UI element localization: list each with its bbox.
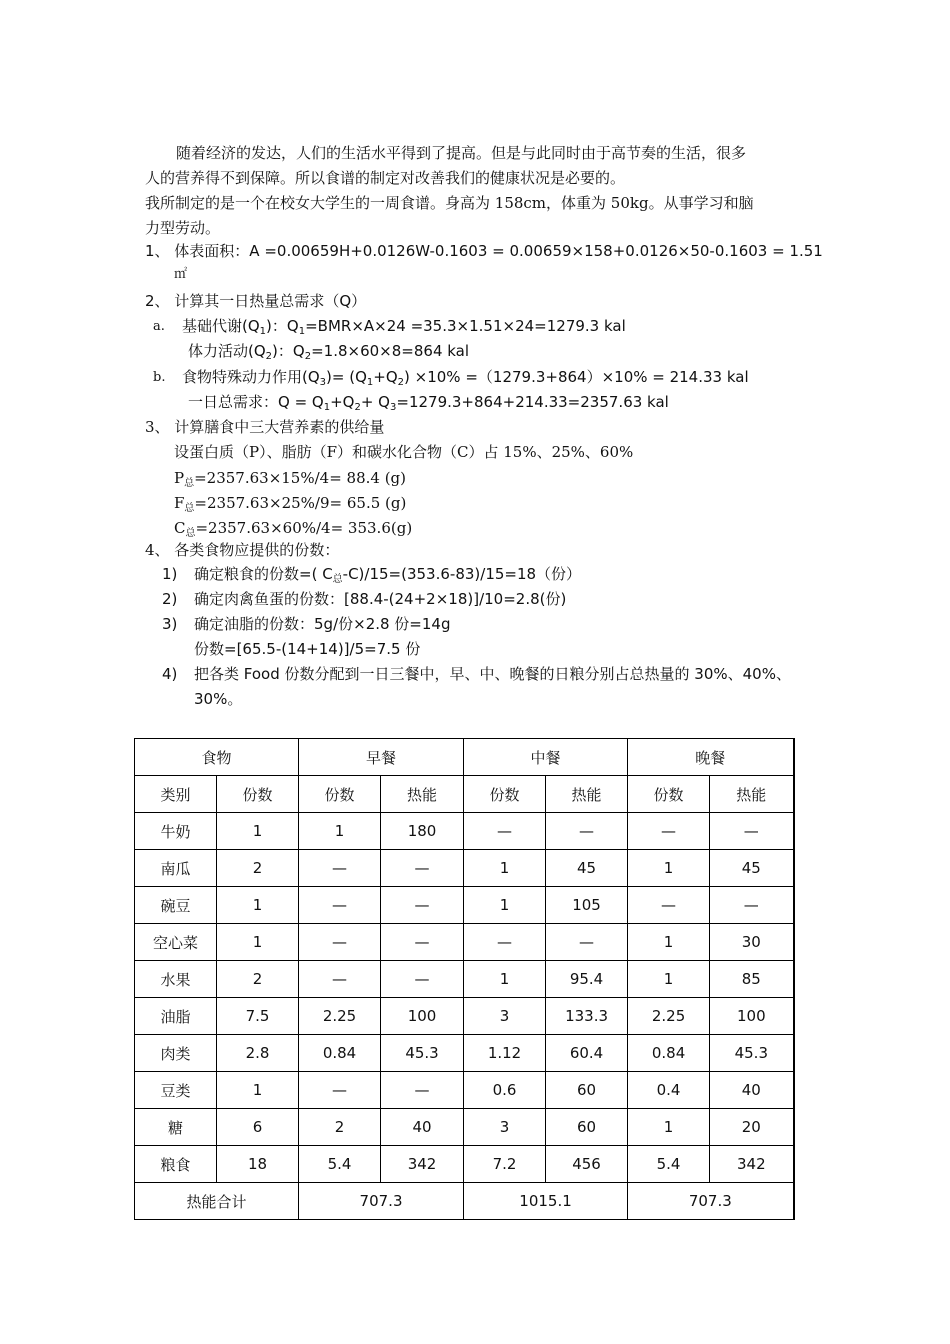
row-lunch-energy: — — [546, 813, 628, 850]
row-category: 豆类 — [135, 1072, 217, 1109]
section-3-heading: 3、 计算膳食中三大营养素的供给量 — [145, 418, 385, 436]
row-lunch-energy: 133.3 — [546, 998, 628, 1035]
row-lunch-servings: 1 — [464, 850, 546, 887]
row-breakfast-servings: 2.25 — [299, 998, 381, 1035]
row-lunch-energy: 95.4 — [546, 961, 628, 998]
row-dinner-energy: — — [710, 887, 794, 924]
row-breakfast-servings: 1 — [299, 813, 381, 850]
row-dinner-servings: 0.84 — [628, 1035, 710, 1072]
row-dinner-servings: 1 — [628, 924, 710, 961]
subheader-lunch-servings: 份数 — [464, 776, 546, 813]
row-category: 南瓜 — [135, 850, 217, 887]
row-dinner-servings: 2.25 — [628, 998, 710, 1035]
row-lunch-energy: 60.4 — [546, 1035, 628, 1072]
row-servings: 2.8 — [217, 1035, 299, 1072]
section-4-heading: 4、 各类食物应提供的份数： — [145, 541, 340, 559]
row-category: 空心菜 — [135, 924, 217, 961]
section-2-heading: 2、 计算其一日热量总需求（Q） — [145, 292, 367, 310]
row-breakfast-servings: — — [299, 924, 381, 961]
row-lunch-servings: 1 — [464, 961, 546, 998]
row-dinner-energy: 45.3 — [710, 1035, 794, 1072]
row-dinner-energy: 40 — [710, 1072, 794, 1109]
row-dinner-servings: 0.4 — [628, 1072, 710, 1109]
row-lunch-servings: 1 — [464, 887, 546, 924]
section-1-unit: ㎡ — [174, 267, 188, 282]
total-breakfast-energy: 707.3 — [299, 1183, 464, 1220]
row-servings: 1 — [217, 887, 299, 924]
row-lunch-servings: 1.12 — [464, 1035, 546, 1072]
daily-total-line: 一日总需求：$Q = Q_1+Q_2+ Q_3=1279.3+864+214.33=2357.63$ kal — [188, 393, 669, 413]
row-servings: 1 — [217, 924, 299, 961]
row-breakfast-energy: — — [381, 924, 464, 961]
row-dinner-servings: — — [628, 813, 710, 850]
row-breakfast-energy: — — [381, 887, 464, 924]
protein-total-line: $P_总=2357.63\times 15\%/4= 88.4$ (g) — [174, 469, 407, 489]
row-lunch-energy: 105 — [546, 887, 628, 924]
total-lunch-energy: 1015.1 — [464, 1183, 628, 1220]
row-breakfast-servings: — — [299, 961, 381, 998]
table-header-row — [135, 739, 794, 776]
basal-metabolism-line: 基础代谢$(Q_1)$：$Q_1=BMR\times A\times 24 =35.3\times 1.51\times 24=1279.3$ kal — [182, 317, 626, 337]
row-dinner-servings: 5.4 — [628, 1146, 710, 1183]
row-servings: 1 — [217, 1072, 299, 1109]
paragraph-subject-line2: 力型劳动。 — [145, 219, 221, 237]
row-lunch-energy: 60 — [546, 1072, 628, 1109]
table-row — [135, 1146, 794, 1183]
row-breakfast-energy: 45.3 — [381, 1035, 464, 1072]
paragraph-subject-line1: 我所制定的是一个在校女大学生的一周食谱。身高为 158cm，体重为 50kg。从事学习和脑 — [145, 194, 754, 212]
row-dinner-energy: 342 — [710, 1146, 794, 1183]
row-dinner-energy: 100 — [710, 998, 794, 1035]
row-breakfast-energy: — — [381, 850, 464, 887]
row-dinner-energy: — — [710, 813, 794, 850]
paragraph-intro-line2: 人的营养得不到保障。所以食谱的制定对改善我们的健康状况是必要的。 — [145, 169, 626, 187]
row-servings: 1 — [217, 813, 299, 850]
table-subheader-row — [135, 776, 794, 813]
subheader-dinner-servings: 份数 — [628, 776, 710, 813]
paragraph-intro-line1: 随着经济的发达，人们的生活水平得到了提高。但是与此同时由于高节奏的生活，很多 — [176, 144, 747, 162]
row-dinner-energy: 20 — [710, 1109, 794, 1146]
row-servings: 2 — [217, 961, 299, 998]
item-a-marker: a. — [153, 319, 165, 334]
row-breakfast-servings: 0.84 — [299, 1035, 381, 1072]
subheader-category: 类别 — [135, 776, 217, 813]
row-breakfast-energy: 100 — [381, 998, 464, 1035]
row-servings: 6 — [217, 1109, 299, 1146]
table-row — [135, 887, 794, 924]
row-breakfast-energy: — — [381, 961, 464, 998]
item-2-number: 2) — [162, 590, 178, 608]
row-breakfast-energy: 40 — [381, 1109, 464, 1146]
grain-servings-line: 确定粮食的份数=( $C_总-C)/15=(353.6-83)/15=18$（份） — [194, 565, 582, 585]
row-category: 水果 — [135, 961, 217, 998]
row-lunch-servings: — — [464, 813, 546, 850]
table-row — [135, 850, 794, 887]
item-3-number: 3) — [162, 615, 178, 633]
subheader-servings: 份数 — [217, 776, 299, 813]
meal-distribution-line2: 30%。 — [194, 690, 243, 708]
row-breakfast-servings: — — [299, 850, 381, 887]
table-row — [135, 813, 794, 850]
fat-total-line: $F_总=2357.63\times 25\%/9= 65.5$ (g) — [174, 494, 407, 514]
row-breakfast-servings: 2 — [299, 1109, 381, 1146]
row-dinner-servings: — — [628, 887, 710, 924]
physical-activity-line: 体力活动$(Q_2)$：$Q_2=1.8\times 60\times 8=864$ kal — [188, 342, 470, 362]
header-lunch: 中餐 — [464, 739, 628, 776]
total-label: 热能合计 — [135, 1183, 299, 1220]
table-row — [135, 1109, 794, 1146]
row-dinner-servings: 1 — [628, 961, 710, 998]
section-1-body-surface-area: 1、 体表面积：A =0.00659H+0.0126W-0.1603 = 0.00659×158+0.0126×50-0.1603 = 1.51 — [145, 242, 823, 260]
row-dinner-energy: 30 — [710, 924, 794, 961]
row-servings: 18 — [217, 1146, 299, 1183]
row-breakfast-servings: — — [299, 1072, 381, 1109]
header-dinner: 晚餐 — [628, 739, 794, 776]
table-row — [135, 1072, 794, 1109]
row-category: 牛奶 — [135, 813, 217, 850]
row-category: 肉类 — [135, 1035, 217, 1072]
item-1-number: 1) — [162, 565, 178, 583]
row-servings: 7.5 — [217, 998, 299, 1035]
row-category: 糖 — [135, 1109, 217, 1146]
row-servings: 2 — [217, 850, 299, 887]
row-lunch-energy: 45 — [546, 850, 628, 887]
row-lunch-servings: 0.6 — [464, 1072, 546, 1109]
oil-servings-line: 确定油脂的份数：5g/份×2.8 份=14g — [194, 615, 451, 633]
meat-servings-line: 确定肉禽鱼蛋的份数：[88.4-(24+2×18)]/10=2.8(份) — [194, 590, 567, 608]
table-row — [135, 961, 794, 998]
row-lunch-servings: 7.2 — [464, 1146, 546, 1183]
row-category: 油脂 — [135, 998, 217, 1035]
item-b-marker: b. — [153, 370, 166, 385]
row-lunch-servings: 3 — [464, 1109, 546, 1146]
table-row — [135, 924, 794, 961]
row-dinner-energy: 85 — [710, 961, 794, 998]
meal-plan-table — [134, 738, 795, 1220]
row-category: 粮食 — [135, 1146, 217, 1183]
subheader-breakfast-energy: 热能 — [381, 776, 464, 813]
header-food: 食物 — [135, 739, 299, 776]
row-dinner-servings: 1 — [628, 1109, 710, 1146]
nutrient-ratio-line: 设蛋白质（P）、脂肪（F）和碳水化合物（C）占 15%、25%、60% — [174, 443, 634, 461]
subheader-breakfast-servings: 份数 — [299, 776, 381, 813]
row-breakfast-energy: 180 — [381, 813, 464, 850]
total-dinner-energy: 707.3 — [628, 1183, 794, 1220]
header-breakfast: 早餐 — [299, 739, 464, 776]
food-specific-dynamic-line: 食物特殊动力作用$(Q_3)= (Q_1+Q_2) \times 10\% =(1279.3+864)\times 10\% = 214.33$ kal — [182, 368, 749, 388]
row-lunch-energy: — — [546, 924, 628, 961]
oil-servings-calc-line: 份数=[65.5-(14+14)]/5=7.5 份 — [194, 640, 421, 658]
table-row — [135, 1035, 794, 1072]
row-breakfast-energy: 342 — [381, 1146, 464, 1183]
row-lunch-energy: 60 — [546, 1109, 628, 1146]
carb-total-line: $C_总=2357.63\times 60\%/4= 353.6(g)$ — [174, 519, 413, 539]
row-breakfast-servings: 5.4 — [299, 1146, 381, 1183]
subheader-lunch-energy: 热能 — [546, 776, 628, 813]
row-lunch-servings: 3 — [464, 998, 546, 1035]
row-lunch-energy: 456 — [546, 1146, 628, 1183]
item-4-number: 4) — [162, 665, 178, 683]
row-dinner-energy: 45 — [710, 850, 794, 887]
row-category: 碗豆 — [135, 887, 217, 924]
row-lunch-servings: — — [464, 924, 546, 961]
row-breakfast-energy: — — [381, 1072, 464, 1109]
row-dinner-servings: 1 — [628, 850, 710, 887]
table-row — [135, 998, 794, 1035]
meal-distribution-line1: 把各类 Food 份数分配到一日三餐中，早、中、晚餐的日粮分别占总热量的 30%、40%、 — [194, 665, 791, 683]
subheader-dinner-energy: 热能 — [710, 776, 794, 813]
table-total-row — [135, 1183, 794, 1220]
row-breakfast-servings: — — [299, 887, 381, 924]
